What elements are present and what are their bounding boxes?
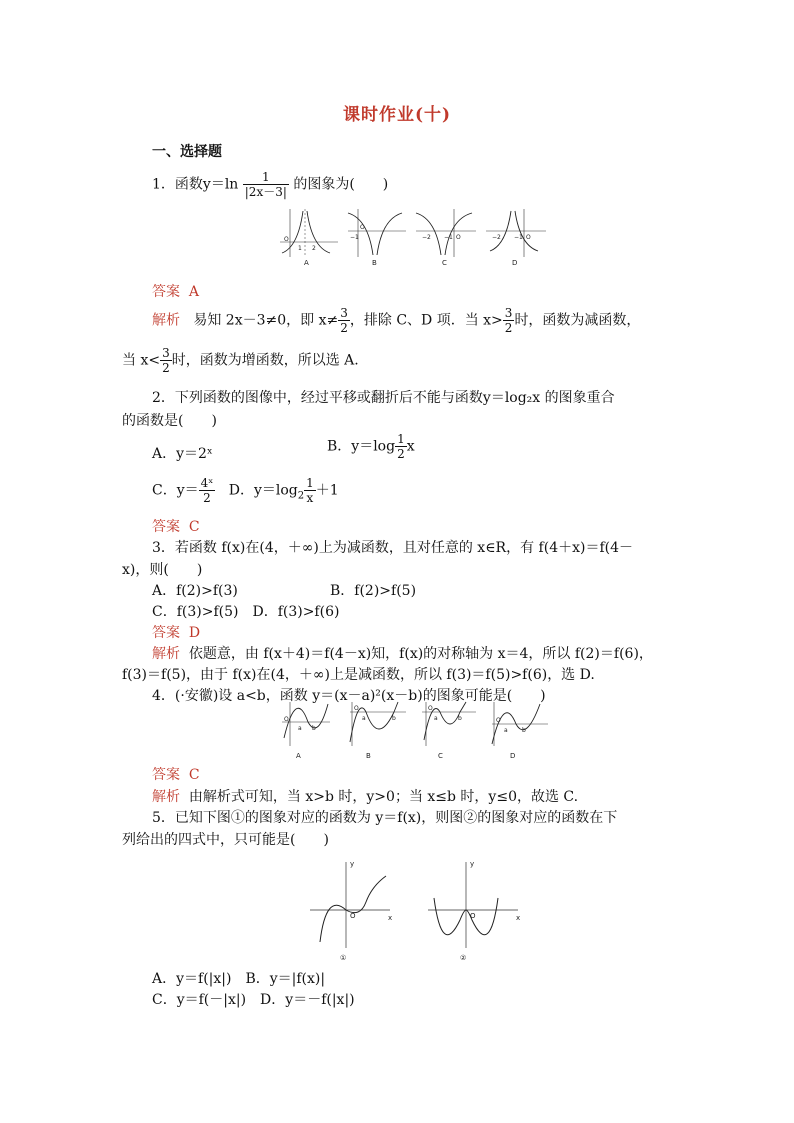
svg-text:x: x [516, 914, 521, 922]
q1-stem-post: 的图象为( ) [293, 176, 389, 193]
svg-text:O: O [526, 234, 531, 241]
frac-den: 2 [504, 321, 513, 335]
svg-text:O: O [284, 716, 289, 723]
q5-options-ab: A．y＝f(|x|) B．y＝|f(x)| [152, 971, 326, 987]
q4-analysis [152, 786, 578, 806]
q1-analysis [152, 306, 640, 335]
svg-text:O: O [350, 912, 356, 920]
q2-optc-pre: C．y＝ [152, 482, 199, 499]
frac-den: 2 [162, 361, 170, 375]
q3-options-cd: C．f(3)>f(5) D．f(3)>f(6) [152, 604, 340, 620]
svg-text:−1: −1 [514, 234, 523, 241]
svg-text:x: x [388, 914, 393, 922]
q1-graph-a [280, 209, 338, 267]
q2-optb-pre: B．y＝log [327, 438, 396, 455]
q4-graph-label-c: C [438, 752, 443, 760]
q1-frac-den: |2x－3| [244, 185, 287, 199]
q2-answer [152, 516, 200, 536]
svg-text:b: b [312, 725, 316, 732]
q1-answer-value: A [188, 284, 200, 300]
q1-graph-b [348, 209, 406, 267]
q1-stem [152, 170, 388, 199]
svg-text:b: b [522, 727, 526, 734]
q3-option-a: A．f(2)>f(3) [152, 583, 238, 599]
q4-graph-a [282, 702, 330, 760]
q1-analysis-frac1 [338, 306, 350, 335]
svg-text:1: 1 [298, 245, 302, 252]
q1-analysis-b: ，排除 C、D 项．当 x> [349, 312, 503, 329]
q1-analysis-line2 [122, 346, 359, 375]
q5-graphs [308, 858, 528, 964]
svg-text:O: O [470, 912, 476, 920]
svg-text:a: a [298, 725, 302, 732]
frac-num: 3 [340, 306, 348, 320]
q5-graph-label-1: ① [340, 954, 347, 962]
q4-graph-d [492, 702, 548, 760]
q1-graph-label-a: A [304, 259, 309, 267]
answer-label: 答案 [152, 767, 180, 783]
q3-analysis-line1: 依题意，由 f(x＋4)＝f(4－x)知，f(x)的对称轴为 x＝4，所以 f(2)＝f(6)， [188, 646, 653, 662]
q1-analysis-frac2 [503, 306, 515, 335]
svg-text:O: O [428, 705, 433, 712]
q5-options-cd: C．y＝f(－|x|) D．y＝－f(|x|) [152, 992, 355, 1008]
q4-graph-label-d: D [510, 752, 516, 760]
q2-line1: 2．下列函数的图像中，经过平移或翻折后不能与函数y＝log₂x 的图象重合 [152, 390, 615, 406]
frac-num: 3 [162, 346, 170, 360]
q2-optd-pre: D．y＝log [228, 482, 298, 499]
svg-text:a: a [362, 715, 366, 722]
q1-graph-label-d: D [512, 259, 518, 267]
q3-analysis-line2: f(3)＝f(5)，由于 f(x)在(4，＋∞)上是减函数，所以 f(3)＝f(5)>f(6)，选 D. [122, 667, 595, 683]
q1-graph-label-c: C [442, 259, 447, 267]
svg-text:−1: −1 [444, 234, 453, 241]
q5-line2: 列给出的四式中，只可能是( ) [122, 832, 329, 848]
q4-answer [152, 764, 200, 784]
q2-answer-value: C [188, 519, 200, 535]
q2-optd-sub: 2 [297, 490, 305, 502]
svg-text:−1: −1 [350, 234, 359, 241]
q1-analysis-d: 当 x< [122, 352, 161, 369]
svg-text:−2: −2 [422, 234, 431, 241]
q1-graph-c [416, 209, 476, 267]
q4-line1: 4．(·安徽)设 a<b，函数 y＝(x－a)²(x－b)的图象可能是( ) [152, 688, 546, 704]
q3-line1: 3．若函数 f(x)在(4，＋∞)上为减函数，且对任意的 x∈R，有 f(4＋x)＝f(4－ [152, 540, 634, 556]
analysis-label: 解析 [152, 646, 180, 662]
svg-text:y: y [470, 860, 475, 868]
q1-analysis-e: 时，函数为增函数，所以选 A. [171, 352, 359, 369]
analysis-label: 解析 [152, 312, 180, 329]
q2-optd-post: ＋1 [315, 482, 339, 499]
q3-analysis [152, 643, 653, 663]
q5-graph-1 [310, 860, 392, 962]
frac-num: 4ˣ [200, 476, 214, 490]
frac-den: 2 [340, 321, 348, 335]
q4-analysis-text: 由解析式可知，当 x>b 时，y>0；当 x≤b 时，y≤0，故选 C. [188, 789, 579, 805]
q2-options-cd [152, 476, 339, 505]
svg-text:a: a [434, 715, 438, 722]
q1-stem-pre: 1．函数y＝ln [152, 176, 239, 193]
q4-answer-value: C [188, 767, 200, 783]
frac-den: x [306, 491, 314, 505]
frac-den: 2 [397, 447, 405, 461]
section-heading: 一、选择题 [152, 144, 222, 160]
q3-option-b: B．f(2)>f(5) [330, 583, 417, 599]
frac-den: 2 [203, 491, 211, 505]
svg-text:y: y [350, 860, 355, 868]
q5-graph-2 [428, 860, 520, 962]
q1-graphs [278, 205, 548, 267]
answer-label: 答案 [152, 284, 180, 300]
q4-graph-b [350, 702, 406, 760]
svg-text:b: b [392, 715, 396, 722]
q3-line2: x)，则( ) [122, 562, 203, 578]
q1-answer [152, 281, 199, 301]
svg-text:−2: −2 [492, 234, 501, 241]
q1-graph-d [486, 209, 546, 267]
svg-text:O: O [360, 224, 365, 231]
q2-optc-frac [199, 476, 216, 505]
frac-num: 1 [397, 432, 405, 446]
answer-label: 答案 [152, 625, 180, 641]
page-title: 课时作业(十) [342, 105, 452, 125]
q2-option-b [327, 432, 415, 461]
svg-text:O: O [284, 236, 289, 243]
q4-graph-c [422, 702, 476, 760]
analysis-label: 解析 [152, 789, 180, 805]
q2-optb-post: x [406, 438, 415, 455]
q3-answer [152, 622, 200, 642]
svg-text:2: 2 [312, 245, 316, 252]
svg-text:O: O [456, 234, 461, 241]
svg-text:O: O [354, 705, 359, 712]
q2-line2: 的函数是( ) [122, 413, 217, 429]
frac-num: 1 [306, 476, 314, 490]
frac-num: 3 [504, 306, 513, 320]
answer-label: 答案 [152, 519, 180, 535]
svg-text:b: b [458, 715, 462, 722]
q5-graph-label-2: ② [460, 954, 467, 962]
q2-option-a: A．y＝2ˣ [152, 446, 213, 462]
q1-analysis-frac3 [160, 346, 172, 375]
q2-optd-frac [304, 476, 316, 505]
q2-optb-frac [395, 432, 407, 461]
q3-answer-value: D [188, 625, 201, 641]
svg-text:a: a [504, 727, 508, 734]
svg-text:O: O [496, 717, 501, 724]
q4-graphs [278, 700, 550, 760]
q4-graph-label-b: B [366, 752, 371, 760]
q1-frac-num: 1 [243, 170, 289, 185]
q1-fraction [243, 170, 289, 199]
q1-analysis-c: 时，函数为减函数， [514, 312, 641, 329]
q1-analysis-a: 易知 2x－3≠0，即 x≠ [193, 312, 339, 329]
q5-line1: 5．已知下图①的图象对应的函数为 y＝f(x)，则图②的图象对应的函数在下 [152, 810, 618, 826]
q4-graph-label-a: A [296, 752, 301, 760]
q1-graph-label-b: B [372, 259, 377, 267]
